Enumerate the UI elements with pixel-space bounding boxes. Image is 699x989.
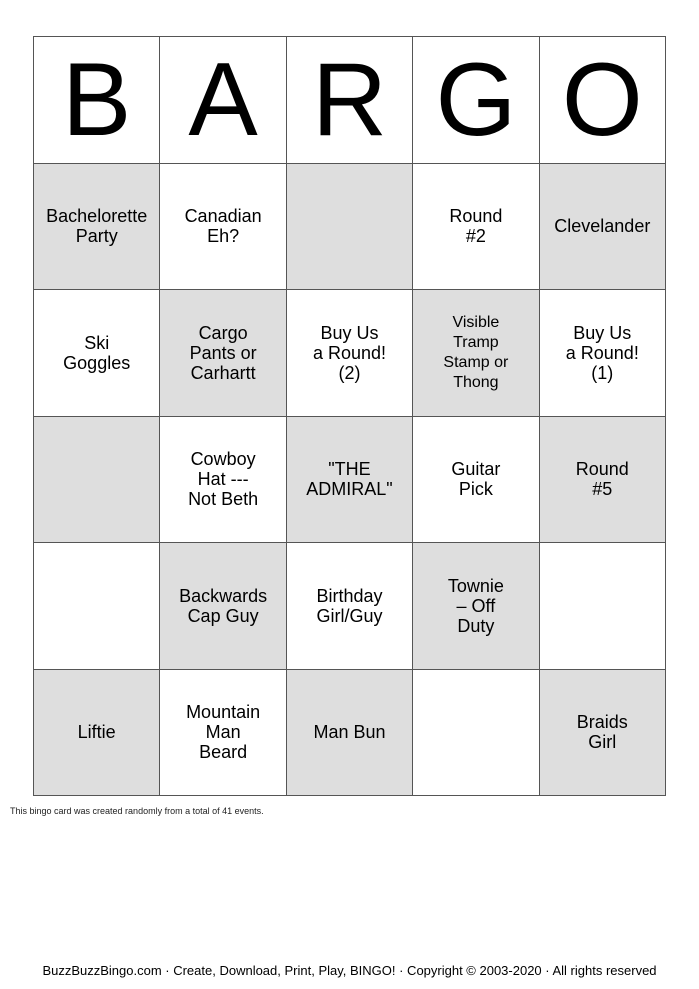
header-letter: G: [435, 41, 517, 158]
header-letter: B: [62, 41, 132, 158]
header-cell-r: [287, 37, 413, 164]
bingo-square-label: Canadian Eh?: [184, 206, 262, 247]
bingo-square-label: Townie – Off Duty: [447, 575, 504, 636]
bingo-square-r2-c5[interactable]: [540, 290, 666, 417]
bingo-square-label: Buy Us a Round! (2): [312, 322, 387, 383]
bingo-square-label: Round #5: [575, 459, 629, 500]
bingo-square-r2-c4[interactable]: [413, 290, 539, 417]
bingo-square-r3-c1[interactable]: [34, 417, 160, 544]
bingo-square-label: Clevelander: [554, 216, 651, 237]
bingo-square-r2-c1[interactable]: [34, 290, 160, 417]
header-cell-o: [540, 37, 666, 164]
bingo-square-r1-c4[interactable]: [413, 164, 539, 291]
bingo-square-label: "THE ADMIRAL": [306, 459, 393, 500]
bingo-square-r4-c3[interactable]: [287, 543, 413, 670]
header-cell-g: [413, 37, 539, 164]
bingo-square-r4-c1[interactable]: [34, 543, 160, 670]
bingo-square-label: Birthday Girl/Guy: [316, 585, 383, 626]
bingo-square-label: Mountain Man Beard: [186, 702, 261, 763]
page-footer: BuzzBuzzBingo.com · Create, Download, Print, Play, BINGO! · Copyright © 2003-2020 · All rights reserved: [42, 963, 657, 978]
bingo-square-r5-c2[interactable]: [160, 670, 286, 797]
bingo-square-r3-c5[interactable]: [540, 417, 666, 544]
bingo-card: [33, 36, 666, 796]
header-cell-a: [160, 37, 286, 164]
bingo-square-label: Round #2: [449, 206, 503, 247]
bingo-square-label: Bachelorette Party: [46, 206, 148, 247]
bingo-square-r4-c5[interactable]: [540, 543, 666, 670]
bingo-square-label: Cargo Pants or Carhartt: [189, 322, 257, 383]
bingo-square-r1-c1[interactable]: [34, 164, 160, 291]
bingo-square-r4-c4[interactable]: [413, 543, 539, 670]
bingo-square-r5-c4[interactable]: [413, 670, 539, 797]
bingo-square-r3-c2[interactable]: [160, 417, 286, 544]
bingo-square-r1-c5[interactable]: [540, 164, 666, 291]
bingo-square-r3-c3[interactable]: [287, 417, 413, 544]
bingo-square-label: Man Bun: [313, 722, 386, 743]
bingo-square-r2-c3[interactable]: [287, 290, 413, 417]
header-letter: R: [311, 41, 388, 158]
bingo-square-label: Braids Girl: [576, 712, 628, 753]
card-footnote: This bingo card was created randomly from a total of 41 events.: [10, 806, 264, 816]
bingo-square-r2-c2[interactable]: [160, 290, 286, 417]
header-letter: O: [561, 41, 643, 158]
bingo-square-label: Ski Goggles: [63, 332, 131, 373]
bingo-square-label: Visible Tramp Stamp or Thong: [443, 313, 509, 391]
bingo-square-r5-c1[interactable]: [34, 670, 160, 797]
bingo-square-label: Guitar Pick: [451, 459, 501, 500]
bingo-square-label: Backwards Cap Guy: [179, 585, 268, 626]
bingo-square-r3-c4[interactable]: [413, 417, 539, 544]
bingo-square-r5-c3[interactable]: [287, 670, 413, 797]
header-letter: A: [188, 41, 258, 158]
bingo-square-r4-c2[interactable]: [160, 543, 286, 670]
bingo-square-label: Liftie: [77, 722, 116, 743]
bingo-square-r1-c2[interactable]: [160, 164, 286, 291]
bingo-square-r1-c3[interactable]: [287, 164, 413, 291]
bingo-square-r5-c5[interactable]: [540, 670, 666, 797]
bingo-square-label: Cowboy Hat --- Not Beth: [188, 449, 259, 510]
bingo-square-label: Buy Us a Round! (1): [565, 322, 639, 383]
header-cell-b: [34, 37, 160, 164]
